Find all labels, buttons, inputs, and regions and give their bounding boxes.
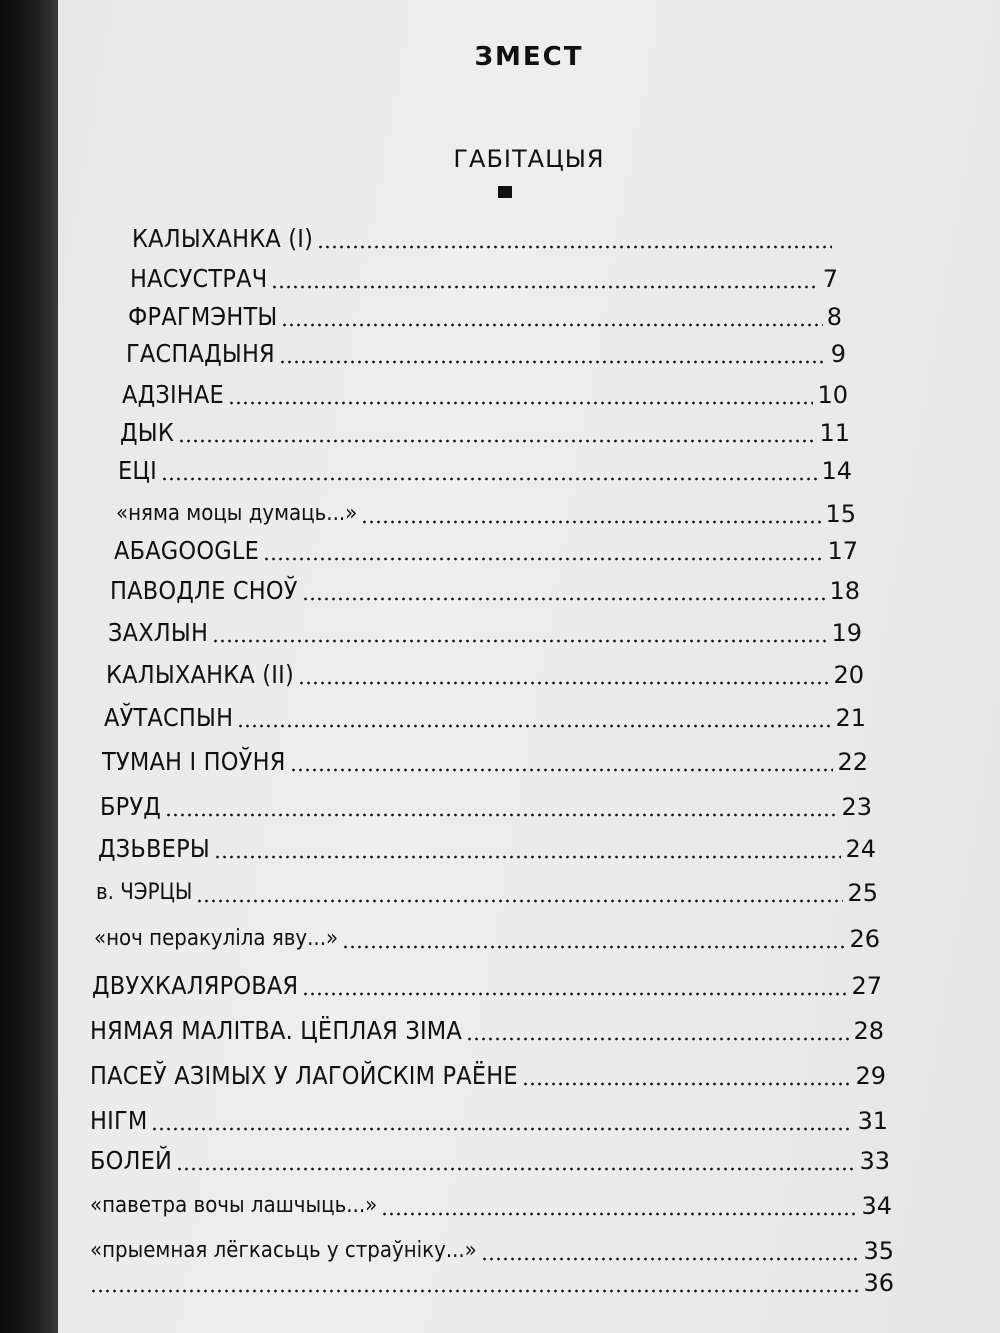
toc-entry-title: в. ЧЭРЦЫ [96, 880, 193, 905]
toc-entry-page-number: 22 [837, 748, 868, 776]
toc-entry-title: АДЗІНАЕ [122, 380, 224, 409]
toc-entry [90, 1100, 888, 1136]
toc-entry [116, 493, 856, 529]
toc-entry-title: ПАВОДЛЕ СНОЎ [110, 576, 298, 605]
dot-leader [161, 477, 818, 481]
toc-entry-title: «паветра вочы лашчыць...» [90, 1193, 378, 1218]
toc-entry-title: НЯМАЯ МАЛІТВА. ЦЁПЛАЯ ЗІМА [90, 1016, 462, 1045]
dot-leader [178, 439, 815, 443]
dot-leader [302, 597, 826, 601]
dot-leader [165, 813, 837, 817]
toc-entry-title: «няма моцы думаць...» [116, 501, 358, 526]
toc-entry [132, 218, 836, 254]
toc-entry-title: ФРАГМЭНТЫ [128, 302, 278, 331]
toc-entry [94, 918, 880, 954]
toc-entry-page-number: 25 [847, 879, 878, 907]
dot-leader [176, 1167, 855, 1171]
toc-entry-title: ЕЦІ [118, 456, 157, 485]
toc-entry-page-number: 35 [863, 1237, 894, 1265]
toc-entry-page-number: 7 [822, 265, 838, 293]
toc-entry [90, 1010, 884, 1046]
toc-entry-page-number: 28 [853, 1017, 884, 1045]
dot-leader [302, 992, 847, 996]
dot-leader [298, 681, 830, 685]
toc-entry [126, 333, 846, 369]
toc-entry [96, 872, 878, 908]
dot-leader [151, 1127, 853, 1131]
toc-entry [92, 965, 882, 1001]
dot-leader [481, 1257, 860, 1261]
toc-entry-page-number: 14 [821, 457, 852, 485]
toc-entry-title: ГАСПАДЫНЯ [126, 339, 275, 368]
toc-entry-page-number: 34 [861, 1192, 892, 1220]
toc-entry [90, 1262, 894, 1298]
toc-entry [100, 786, 872, 822]
toc-entry-page-number: 27 [851, 972, 882, 1000]
dot-leader [196, 899, 843, 903]
toc-entry [90, 1140, 890, 1176]
toc-entry-page-number: 23 [841, 793, 872, 821]
toc-entry-page-number: 9 [830, 340, 846, 368]
toc-entry [104, 697, 866, 733]
dot-leader [90, 1289, 859, 1293]
toc-entry-page-number: 21 [835, 704, 866, 732]
toc-entry [98, 828, 876, 864]
toc-entry-title: ДВУХКАЛЯРОВАЯ [92, 971, 299, 1000]
toc-entry-title: ТУМАН І ПОЎНЯ [102, 747, 286, 776]
toc-entry [90, 1230, 894, 1266]
toc-entry-page-number: 29 [855, 1062, 886, 1090]
toc-entry-title: ЗАХЛЫН [108, 618, 209, 647]
dot-leader [381, 1212, 857, 1216]
dot-leader [271, 285, 818, 289]
toc-entry-title: АБАGOOGLE [114, 536, 259, 565]
toc-entry-page-number: 15 [825, 500, 856, 528]
dot-leader [228, 401, 814, 405]
toc-entry-title: ДЗЬВЕРЫ [98, 834, 210, 863]
toc-entry-page-number: 18 [829, 577, 860, 605]
dot-leader [290, 768, 834, 772]
toc-entry [118, 450, 852, 486]
toc-entry-title: ДЫК [120, 418, 174, 447]
toc-entry [110, 570, 860, 606]
dot-leader [342, 945, 845, 949]
toc-entry-page-number: 24 [845, 835, 876, 863]
dot-leader [317, 245, 832, 249]
toc-entry-title: НІГМ [90, 1106, 148, 1135]
toc-entry-title: НАСУСТРАЧ [130, 264, 268, 293]
toc-entry [106, 654, 864, 690]
toc-entry [108, 612, 862, 648]
toc-entry-title: БРУД [100, 792, 162, 821]
toc-entry-title: КАЛЫХАНКА (І) [132, 224, 314, 253]
toc-entry [130, 258, 838, 294]
toc-entry-page-number: 8 [826, 303, 842, 331]
toc-entry [90, 1055, 886, 1091]
toc-entry-title: БОЛЕЙ [90, 1146, 173, 1175]
dot-leader [237, 724, 831, 728]
toc-entry-page-number: 11 [819, 419, 850, 447]
dot-leader [361, 520, 821, 524]
toc-entry-page-number: 26 [849, 925, 880, 953]
toc-entry [122, 374, 848, 410]
toc-entry-page-number: 17 [827, 537, 858, 565]
toc-entry-page-number: 20 [833, 661, 864, 689]
dot-leader [281, 323, 822, 327]
dot-leader [466, 1037, 849, 1041]
toc-entry-page-number: 10 [817, 381, 848, 409]
toc-entry-title: АЎТАСПЫН [104, 703, 234, 732]
toc-entry-title: «прыемная лёгкасьць у страўніку...» [90, 1238, 477, 1263]
toc-entry-page-number: 31 [857, 1107, 888, 1135]
dot-leader [212, 639, 827, 643]
toc-entry [90, 1185, 892, 1221]
toc-entry-title: КАЛЫХАНКА (ІІ) [106, 660, 294, 689]
toc-entry [128, 296, 842, 332]
toc-entry [120, 412, 850, 448]
dot-leader [522, 1082, 852, 1086]
toc-entry-page-number: 33 [859, 1147, 890, 1175]
section-title: ГАБІТАЦЫЯ [453, 145, 605, 173]
dot-leader [279, 360, 827, 364]
toc-entry-page-number: 36 [863, 1269, 894, 1297]
page-heading: ЗМЕСТ [474, 42, 584, 72]
dot-leader [214, 855, 842, 859]
toc-entry [114, 530, 858, 566]
toc-entry-title: «ноч перакуліла яву...» [94, 926, 339, 951]
toc-entry-page-number: 19 [831, 619, 862, 647]
toc-entry [102, 741, 868, 777]
dot-leader [263, 557, 823, 561]
toc-entry-title: ПАСЕЎ АЗІМЫХ У ЛАГОЙСКІМ РАЁНЕ [90, 1061, 518, 1090]
